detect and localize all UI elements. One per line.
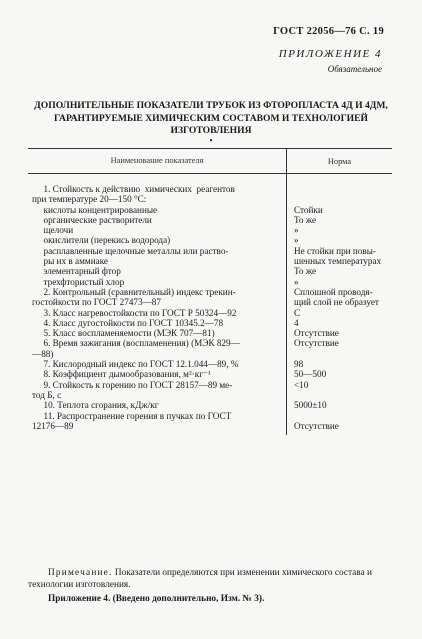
row-indicator-name: окислители (перекись водорода) — [32, 235, 171, 246]
row-norm-value: Отсутствие — [294, 328, 339, 339]
appendix-label — [279, 48, 382, 74]
row-norm-value: 5000±10 — [294, 400, 327, 411]
table-row — [28, 390, 392, 400]
table-row — [28, 256, 392, 266]
table-row — [28, 400, 392, 410]
row-indicator-name: тод Б, с — [32, 389, 62, 400]
row-indicator-name: 2. Контрольный (сравнительный) индекс трекин- — [32, 286, 236, 297]
column-header-norm: Норма — [327, 156, 352, 166]
note-text: Показатели определяются при изменении химического состава и технологии изготовления. — [28, 568, 372, 590]
title-line-1: ДОПОЛНИТЕЛЬНЫЕ ПОКАЗАТЕЛИ ТРУБОК ИЗ ФТОРОПЛАСТА 4Д И 4ДМ, — [34, 100, 388, 111]
row-indicator-name: 8. Коэффициент дымообразования, м²·кг⁻¹ — [32, 369, 211, 380]
appendix-reference: Приложение 4. (Введено дополнительно, Изм. № 3). — [48, 594, 265, 604]
row-indicator-name: ры их в аммиаке — [32, 256, 109, 267]
table-row — [28, 421, 392, 431]
table-row — [28, 411, 392, 421]
row-indicator-name: 4. Класс дугостойкости по ГОСТ 10345.2—78 — [32, 317, 224, 328]
row-norm-value: » — [294, 235, 299, 246]
row-norm-value: С — [294, 307, 301, 318]
row-norm-value: щий слой не образует — [294, 297, 379, 308]
row-indicator-name: 12176—89 — [32, 420, 74, 431]
row-norm-value: 98 — [294, 359, 304, 370]
note — [28, 567, 392, 591]
row-indicator-name: 1. Стойкость к действию химических реагентов — [32, 184, 235, 194]
table-row — [28, 349, 392, 359]
row-indicator-name: щелочи — [32, 225, 74, 236]
row-indicator-name: расплавленные щелочные металлы или раство- — [32, 245, 229, 256]
table-row — [28, 205, 392, 215]
row-indicator-name: органические растворители — [32, 214, 152, 225]
table-row — [28, 359, 392, 369]
table-header — [28, 149, 392, 174]
table-row — [28, 369, 392, 379]
title-line-3: ИЗГОТОВЛЕНИЯ — [170, 125, 252, 136]
note-lead: Примечание. — [48, 568, 113, 578]
table-row — [28, 308, 392, 318]
row-norm-value: Отсутствие — [294, 338, 339, 349]
document-title — [22, 100, 400, 144]
row-norm-value — [286, 184, 392, 194]
row-norm-value: Отсутствие — [294, 420, 339, 431]
row-indicator-name: при температуре 20—150 °С: — [32, 194, 147, 205]
title-dot: • — [209, 135, 213, 145]
row-norm-value — [286, 194, 392, 204]
table-row — [28, 235, 392, 245]
row-norm-value — [286, 411, 392, 421]
appendix-title: ПРИЛОЖЕНИЕ 4 — [278, 48, 382, 60]
row-indicator-name: 6. Время зажигания (воспламенения) (МЭК 829— — [32, 338, 240, 349]
row-norm-value — [286, 390, 392, 400]
row-indicator-name: 10. Теплота сгорания, кДж/кг — [32, 400, 159, 411]
table-body — [28, 174, 392, 431]
indicators-table — [28, 148, 392, 431]
page-header: ГОСТ 22056—76 С. 19 — [273, 26, 384, 37]
row-norm-value: <10 — [294, 379, 309, 390]
table-row — [28, 328, 392, 338]
row-indicator-name: 5. Класс воспламеняемости (МЭК 707—81) — [32, 328, 215, 339]
row-norm-value: 4 — [294, 317, 299, 328]
table-row — [28, 277, 392, 287]
row-indicator-name: трехфтористый хлор — [32, 276, 125, 287]
table-row — [28, 184, 392, 194]
row-indicator-name: 7. Кислородный индекс по ГОСТ 12.1.044—89, % — [32, 359, 239, 370]
row-indicator-name: 11. Распространение горения в пучках по ГОСТ — [32, 410, 232, 421]
table-row — [28, 266, 392, 276]
row-norm-value: Не стойки при повы- — [294, 245, 376, 256]
table-row — [28, 225, 392, 235]
table-row — [28, 338, 392, 348]
table-row — [28, 194, 392, 204]
row-norm-value: шенных температурах — [294, 256, 382, 267]
appendix-subtitle: Обязательное — [327, 64, 382, 74]
row-norm-value: То же — [294, 214, 317, 225]
table-row — [28, 380, 392, 390]
table-row — [28, 318, 392, 328]
row-norm-value: 50—500 — [294, 369, 327, 380]
row-indicator-name: —88) — [32, 348, 54, 359]
row-norm-value: Стойки — [294, 204, 323, 215]
row-norm-value: » — [294, 276, 299, 287]
row-indicator-name: 9. Стойкость к горению по ГОСТ 28157—89 ме- — [32, 379, 233, 390]
column-header-name: Наименование показателя — [28, 149, 287, 173]
row-norm-value: То же — [294, 266, 317, 277]
row-norm-value: » — [294, 225, 299, 236]
row-indicator-name: элементарный фтор — [32, 266, 121, 277]
row-indicator-name: кислоты концентрированные — [32, 204, 158, 215]
table-row — [28, 246, 392, 256]
title-line-2: ГАРАНТИРУЕМЫЕ ХИМИЧЕСКИМ СОСТАВОМ И ТЕХНОЛОГИЕЙ — [53, 112, 369, 124]
table-row — [28, 215, 392, 225]
table-row — [28, 287, 392, 297]
row-indicator-name: 3. Класс нагревостойкости по ГОСТ Р 50324—92 — [32, 307, 237, 318]
row-norm-value — [286, 349, 392, 359]
row-indicator-name: гостойкости по ГОСТ 27473—87 — [32, 297, 161, 308]
row-norm-value: Сплошной проводя- — [294, 286, 373, 297]
table-row — [28, 297, 392, 307]
